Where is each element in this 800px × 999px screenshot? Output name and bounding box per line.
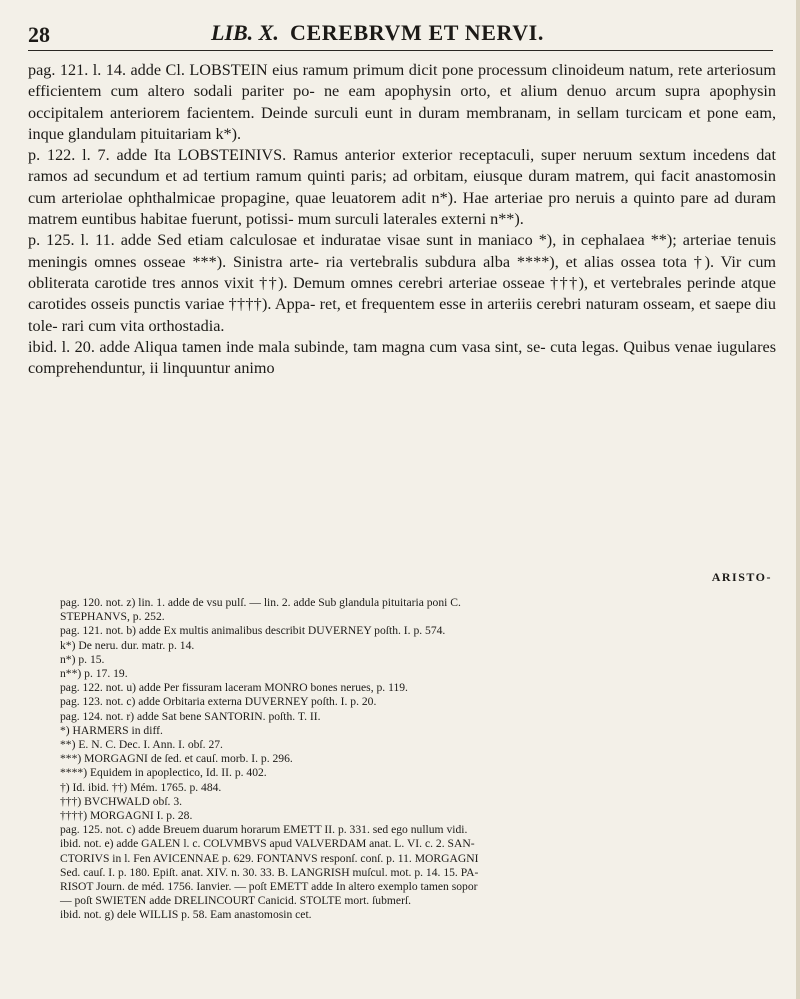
footnotes bbox=[60, 596, 774, 923]
footnote-line: ****) Equidem in apoplectico, Id. II. p. 402. bbox=[60, 766, 267, 780]
footnote-line: pag. 124. not. r) adde Sat bene SANTORIN. poſth. T. II. bbox=[60, 709, 321, 723]
catchword: ARISTO- bbox=[711, 570, 772, 584]
paragraph: p. 125. l. 11. adde Sed etiam calculosae et induratae visae sunt in maniaco *), in cephalaea **); arteriae tenuis meningis omnes osseae ***). Sinistra arte- ria vertebralis subdura alba ****), et alias ossea tota †). Vir cum obliterata carotide tres annos vixit ††). Demum omnes cerebri arteriae osseae †††), et vertebrales perinde atque carotides osseis punctis variae ††††). Appa- ret, et frequentem esse in arteriis cerebri naturam osseam, et saepe diu tole- rari cum vita orthostadia. bbox=[28, 231, 776, 335]
main-text bbox=[28, 60, 776, 379]
book-label: LIB. X. bbox=[211, 20, 279, 45]
footnote-line: †††) BVCHWALD obſ. 3. bbox=[60, 794, 183, 808]
footnote-line: ibid. not. e) adde GALEN l. c. COLVMBVS apud VALVERDAM anat. L. VI. c. 2. SAN- bbox=[60, 837, 475, 851]
footnote-line: — poſt SWIETEN adde DRELINCOURT Canicid. STOLTE mort. ſubmerſ. bbox=[60, 894, 412, 908]
running-header bbox=[28, 18, 773, 51]
footnote-line: RISOT Journ. de méd. 1756. Ianvier. — poſt EMETT adde In altero exemplo tamen sopor bbox=[60, 880, 478, 894]
running-title: CEREBRVM ET NERVI. bbox=[290, 20, 544, 45]
paragraph: ibid. l. 20. adde Aliqua tamen inde mala subinde, tam magna cum vasa sint, se- cuta legas. Quibus venae iugulares comprehenduntur, ii linquuntur animo bbox=[28, 337, 776, 378]
footnote-line: †) Id. ibid. ††) Mém. 1765. p. 484. bbox=[60, 780, 222, 794]
footnote-line: n**) p. 17. 19. bbox=[60, 667, 128, 681]
footnote-line: pag. 123. not. c) adde Orbitaria externa DUVERNEY poſth. I. p. 20. bbox=[60, 695, 377, 709]
paragraph: p. 122. l. 7. adde Ita LOBSTEINIVS. Ramus anterior exterior receptaculi, super neruum sextum incedens dat ramos ad secundum et ad tertium ramum quinti paris; ad orbitam, eiusque duram matrem, qui facit anastomosin cum arteriolae ophthalmicae propagine, quae leuatorem adit n*). Hae arteriae pro neruis a quinto pare ad duram matrem euntibus habitae fuerunt, potissi- mum surculi laterales externi n**). bbox=[28, 146, 776, 229]
footnote-line: pag. 125. not. c) adde Breuem duarum horarum EMETT II. p. 331. sed ego nullum vidi. bbox=[60, 823, 468, 837]
footnote-line: Sed. cauſ. I. p. 180. Epiſt. anat. XIV. n. 30. 33. B. LANGRISH muſcul. mot. p. 14. 15. PA- bbox=[60, 865, 479, 879]
footnote-line: STEPHANVS, p. 252. bbox=[60, 610, 165, 624]
footnote-line: pag. 121. not. b) adde Ex multis animalibus describit DUVERNEY poſth. I. p. 574. bbox=[60, 624, 446, 638]
page-number: 28 bbox=[28, 22, 50, 47]
footnote-line: n*) p. 15. bbox=[60, 652, 105, 666]
page-edge bbox=[796, 0, 800, 999]
paragraph: pag. 121. l. 14. adde Cl. LOBSTEIN eius ramum primum dicit pone processum clinoideum natum, rete arteriosum efficientem cum altero sodali pariter po- ne eam apophysin orto, et alium denuo arcum supra apophysin occipitalem anteriorem facientem. Deinde surculi eunt in duram membranam, in sellam turcicam et pone eam, inque glandulam pituitariam k*). bbox=[28, 61, 776, 143]
footnote-line: pag. 120. not. z) lin. 1. adde de vsu pulſ. — lin. 2. adde Sub glandula pituitaria poni C. bbox=[60, 596, 461, 609]
footnote-line: **) E. N. C. Dec. I. Ann. I. obſ. 27. bbox=[60, 738, 223, 752]
footnote-line: CTORIVS in l. Fen AVICENNAE p. 629. FONTANVS responſ. conſ. p. 11. MORGAGNI bbox=[60, 851, 479, 865]
footnote-line: *) HARMERS in diff. bbox=[60, 723, 163, 737]
footnote-line: pag. 122. not. u) adde Per fissuram laceram MONRO bones nerues, p. 119. bbox=[60, 681, 408, 695]
footnote-line: ***) MORGAGNI de ſed. et cauſ. morb. I. p. 296. bbox=[60, 752, 293, 766]
footnote-line: k*) De neru. dur. matr. p. 14. bbox=[60, 638, 195, 652]
footnote-line: ††††) MORGAGNI I. p. 28. bbox=[60, 809, 193, 823]
footnote-line: ibid. not. g) dele WILLIS p. 58. Eam anastomosin cet. bbox=[60, 908, 312, 922]
